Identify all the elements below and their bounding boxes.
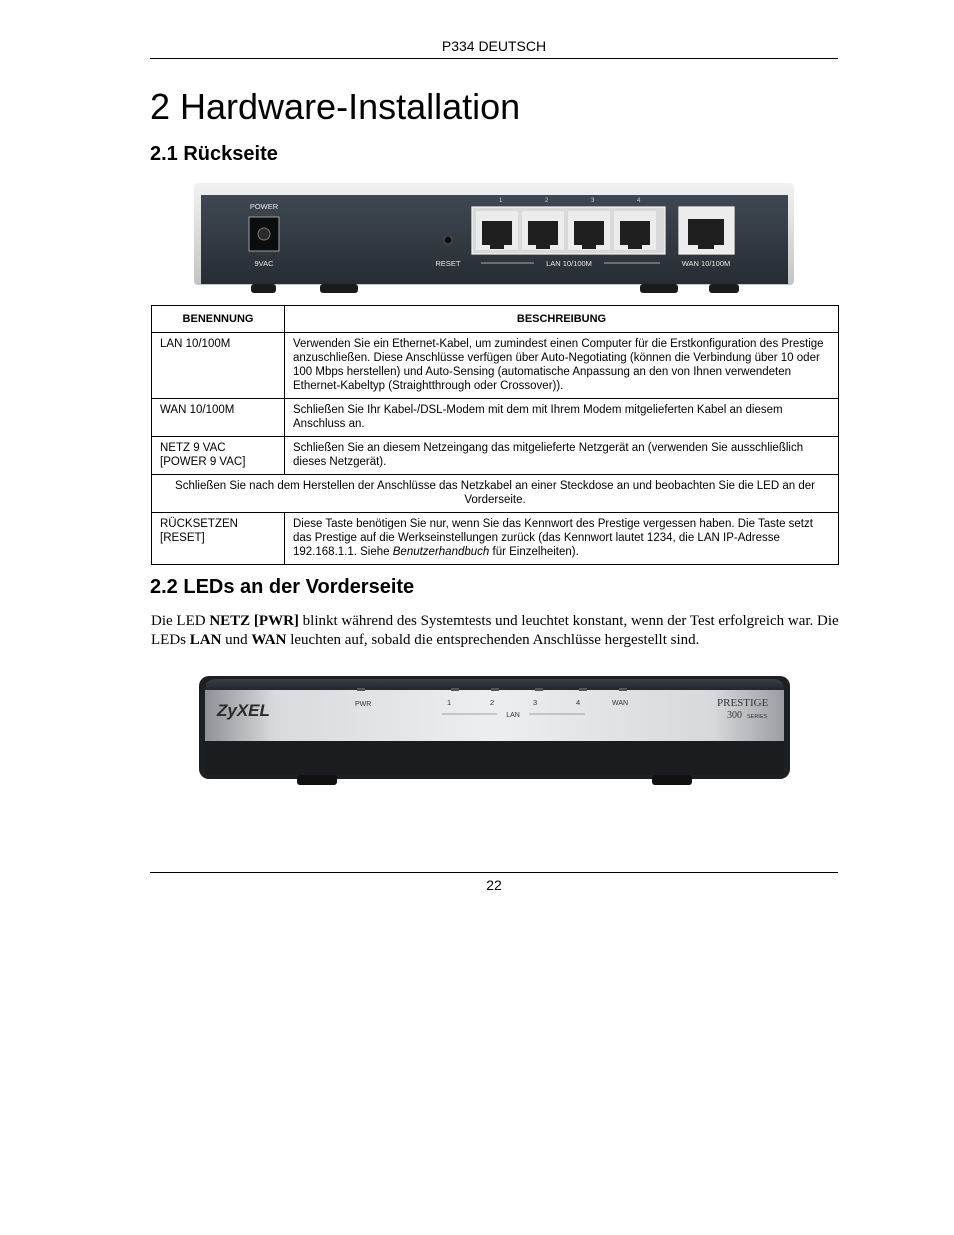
power-label: POWER: [249, 202, 279, 211]
text: Die LED: [151, 613, 210, 629]
led-indicator: [491, 688, 499, 691]
connector-table: [151, 305, 839, 565]
row-name: WAN 10/100M: [152, 399, 285, 437]
row-description: Schließen Sie Ihr Kabel-/DSL-Modem mit dem mit Ihrem Modem mitgelieferten Kabel an diesem Anschluss an.: [285, 399, 839, 437]
lan-port: [568, 211, 610, 250]
series-number: 300: [727, 710, 742, 721]
row-name-line: [POWER 9 VAC]: [160, 456, 246, 468]
table-note: Schließen Sie nach dem Herstellen der Anschlüsse das Netzkabel an einer Steckdose an und beobachten Sie die LED an der Vorderseite.: [152, 475, 839, 513]
column-header: BESCHREIBUNG: [285, 306, 839, 333]
row-description: [285, 513, 839, 565]
brand-logo: ZyXEL: [217, 701, 270, 720]
lan-port-number: 3: [591, 198, 595, 204]
bold-term: NETZ [PWR]: [209, 613, 299, 629]
lan-number: 2: [490, 698, 495, 707]
chapter-title: 2 Hardware-Installation: [150, 86, 521, 127]
column-header: BENENNUNG: [152, 306, 285, 333]
page-header: P334 DEUTSCH: [150, 38, 838, 59]
table-row: [152, 399, 839, 437]
reset-hole: [444, 236, 452, 244]
manual-reference: Benutzerhandbuch: [392, 546, 490, 558]
lan-number: 1: [447, 698, 452, 707]
table-header-row: [152, 306, 839, 333]
bold-term: LAN: [189, 632, 222, 648]
series-word: SERIES: [747, 714, 768, 720]
table-row: [152, 513, 839, 565]
lan-number: 3: [533, 698, 538, 707]
row-name: [152, 513, 285, 565]
row-name: [152, 437, 285, 475]
led-indicator: [619, 688, 627, 691]
section-title-leds: 2.2 LEDs an der Vorderseite: [150, 576, 415, 598]
led-indicator: [451, 688, 459, 691]
pwr-label: PWR: [355, 701, 372, 708]
bold-term: WAN: [251, 632, 287, 648]
lan-port: [614, 211, 656, 250]
rear-panel-image: [194, 183, 794, 296]
table-note-row: [152, 475, 839, 513]
wan-port: [679, 207, 734, 254]
row-description: Schließen Sie an diesem Netzeingang das mitgelieferte Netzgerät an (verwenden Sie ausschließlich dieses Netzgerät).: [285, 437, 839, 475]
table-row: [152, 437, 839, 475]
lan-port: [476, 211, 518, 250]
led-indicator: [535, 688, 543, 691]
text: blinkt während des Systemtests und leuchtet konstant, wenn der Test erfolgreich war. Die LEDs: [151, 613, 839, 648]
row-name: LAN 10/100M: [152, 333, 285, 399]
lan-label: LAN 10/100M: [546, 259, 592, 268]
desc-text: Diese Taste benötigen Sie nur, wenn Sie das Kennwort des Prestige vergessen haben. Die Taste setzt das Prestige auf die Werkseinstellungen zurück (das Kennwort lautet 1234, die LAN IP-Adresse 192.168.1.1. Siehe: [293, 518, 813, 558]
lan-port-number: 4: [637, 198, 641, 204]
wan-label: WAN: [612, 700, 629, 707]
vac-label: 9VAC: [254, 259, 274, 268]
text: und: [221, 632, 252, 648]
row-name-line: NETZ 9 VAC: [160, 442, 226, 454]
lan-port-number: 1: [499, 198, 503, 204]
lan-port-number: 2: [545, 198, 549, 204]
lan-number: 4: [576, 698, 581, 707]
row-name-line: RÜCKSETZEN: [160, 518, 238, 530]
lan-label: LAN: [506, 712, 520, 719]
lan-port: [522, 211, 564, 250]
section-title-rear: 2.1 Rückseite: [150, 143, 278, 165]
desc-text: für Einzelheiten).: [489, 546, 579, 558]
led-description: [151, 612, 841, 650]
page-number: 22: [150, 872, 838, 893]
model-name: PRESTIGE: [717, 697, 769, 709]
reset-label: RESET: [435, 259, 461, 268]
row-name-line: [RESET]: [160, 532, 205, 544]
row-description: Verwenden Sie ein Ethernet-Kabel, um zumindest einen Computer für die Erstkonfiguration des Prestige anzuschließen. Diese Anschlüsse verfügen über Auto-Negotiating (können die Verbindung über 10 oder 100 Mbps herstellen) und Auto-Sensing (automatische Anpassung an den von Ihnen verwendeten Ethernet-Kabeltyp (Straightthrough oder Crossover)).: [285, 333, 839, 399]
led-indicator: [357, 688, 365, 691]
led-indicator: [579, 688, 587, 691]
wan-label: WAN 10/100M: [681, 259, 731, 268]
front-panel-image: [197, 673, 792, 788]
text: leuchten auf, sobald die entsprechenden Anschlüsse hergestellt sind.: [286, 632, 700, 648]
table-row: [152, 333, 839, 399]
